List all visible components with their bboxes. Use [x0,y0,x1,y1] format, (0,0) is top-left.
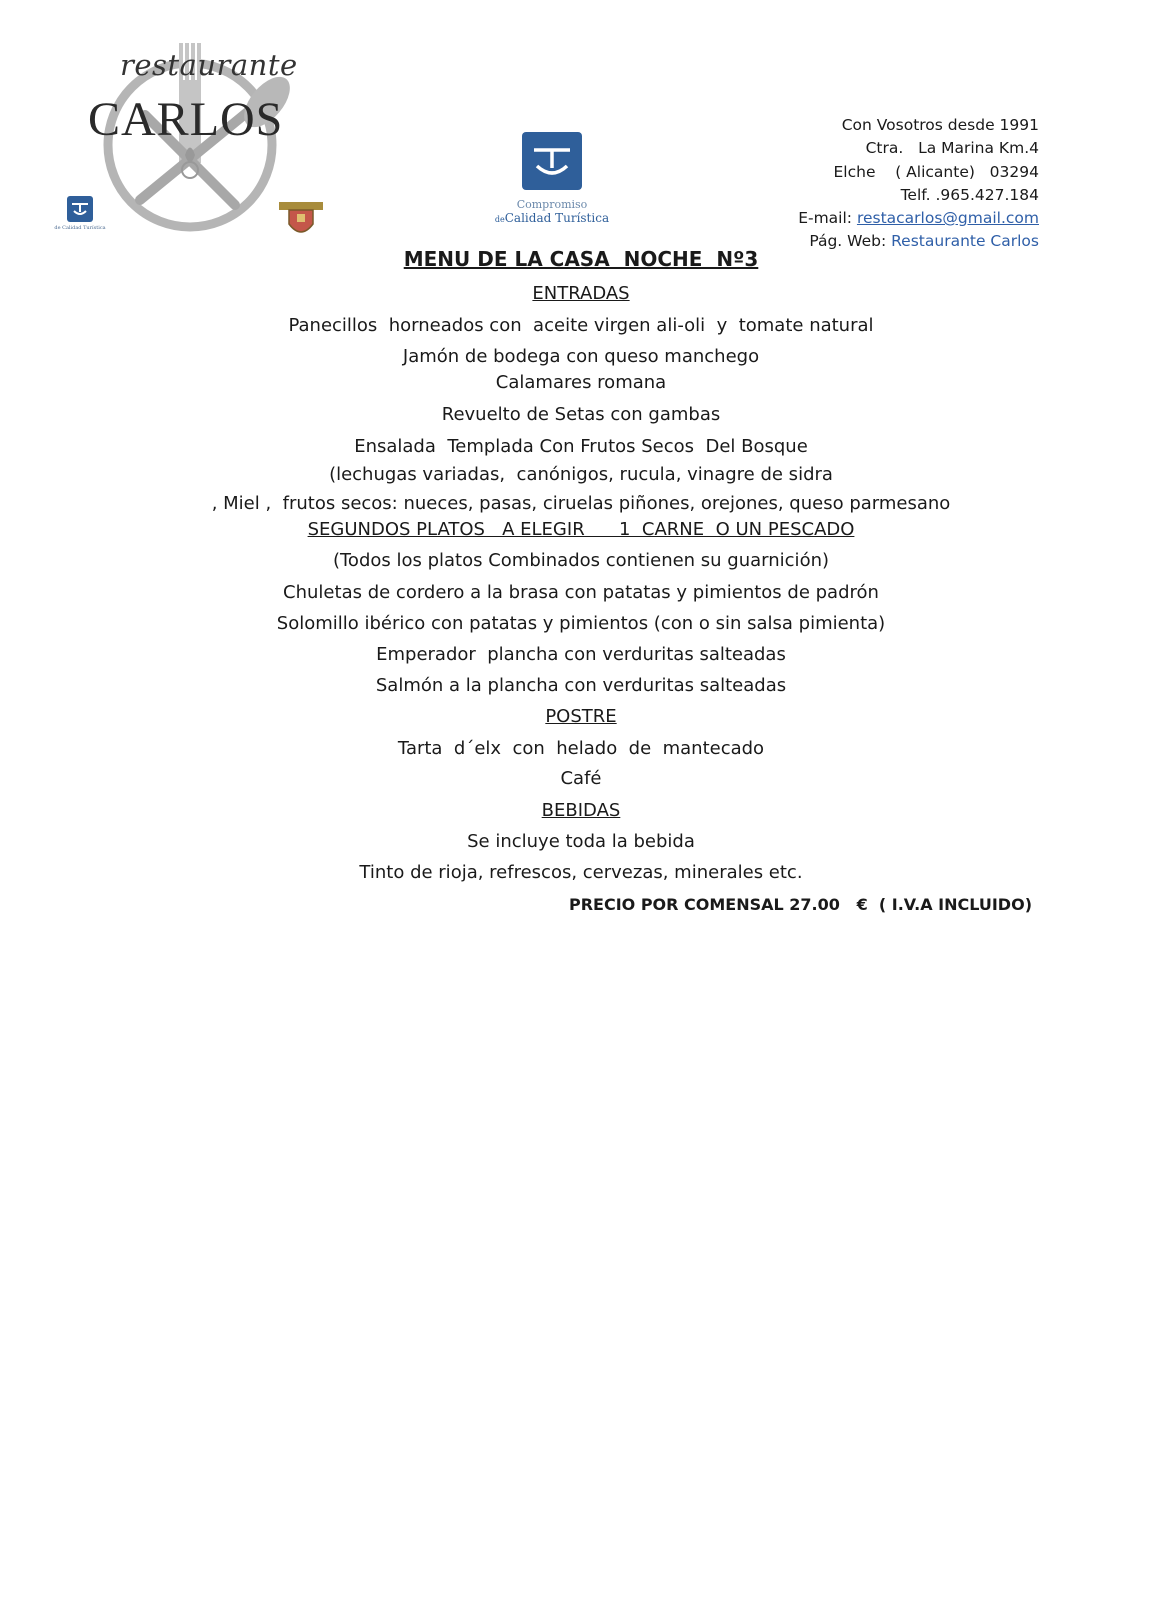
contact-since: Con Vosotros desde 1991 [841,116,1039,134]
segundo-item: Chuletas de cordero a la brasa con patatas y pimientos de padrón [283,582,879,603]
email-label: E-mail: [798,209,857,228]
quality-badge-line2 [470,211,634,225]
segundo-item: Emperador plancha con verduritas salteadas [376,644,786,665]
calidad-turistica-icon [522,132,582,190]
contact-phone: Telf. .965.427.184 [900,185,1039,204]
entrada-item: Revuelto de Setas con gambas [441,404,721,425]
web-link[interactable]: Restaurante Carlos [891,232,1039,251]
bebidas-heading: BEBIDAS [541,800,621,821]
contact-email-row [798,207,1039,230]
entradas-heading: ENTRADAS [532,283,630,304]
segundos-heading: SEGUNDOS PLATOS A ELEGIR 1 CARNE O UN PESCADO [307,519,855,540]
small-quality-badge [52,196,108,231]
quality-badge-prefix: de [494,215,505,224]
entrada-item: Calamares romana [495,372,667,393]
contact-city: Elche ( Alicante) 03294 [833,162,1039,181]
quality-badge [470,132,634,225]
segundo-item: (Todos los platos Combinados contienen su guarnición) [332,550,830,571]
entrada-item: Ensalada Templada Con Frutos Secos Del Bosque [354,436,808,457]
entrada-item: , Miel , frutos secos: nueces, pasas, ciruelas piñones, orejones, queso parmesano [211,493,951,514]
postre-item: Tarta d´elx con helado de mantecado [397,738,765,759]
quality-emblem-icon [67,196,93,222]
entrada-item: Panecillos horneados con aceite virgen ali-oli y tomate natural [288,315,874,336]
postre-item: Café [560,768,602,789]
email-link[interactable]: restacarlos@gmail.com [856,209,1039,228]
quality-badge-main: Calidad Turística [504,211,610,225]
bebida-item: Tinto de rioja, refrescos, cervezas, minerales etc. [359,862,803,883]
logo-script-text: restaurante [120,48,298,82]
price-line: PRECIO POR COMENSAL 27.00 € ( I.V.A INCLUIDO) [568,895,1032,914]
bebida-item: Se incluye toda la bebida [467,831,695,852]
contact-block [798,114,1039,254]
contact-address: Ctra. La Marina Km.4 [865,139,1039,158]
logo-name-text: CARLOS [88,93,284,146]
entrada-item: Jamón de bodega con queso manchego [402,346,760,367]
segundo-item: Solomillo ibérico con patatas y pimientos (con o sin salsa pimienta) [276,613,886,634]
small-badge-caption: de Calidad Turística [54,225,106,231]
segundo-item: Salmón a la plancha con verduritas salteadas [375,675,787,696]
quality-badge-line1: Compromiso [516,198,588,211]
crest-icon [277,200,325,240]
entrada-item: (lechugas variadas, canónigos, rucula, vinagre de sidra [329,464,833,485]
menu-title: MENU DE LA CASA NOCHE Nº3 [403,247,759,271]
crest-emblem [277,200,325,244]
postre-heading: POSTRE [545,706,617,727]
web-label: Pág. Web: [809,232,892,251]
